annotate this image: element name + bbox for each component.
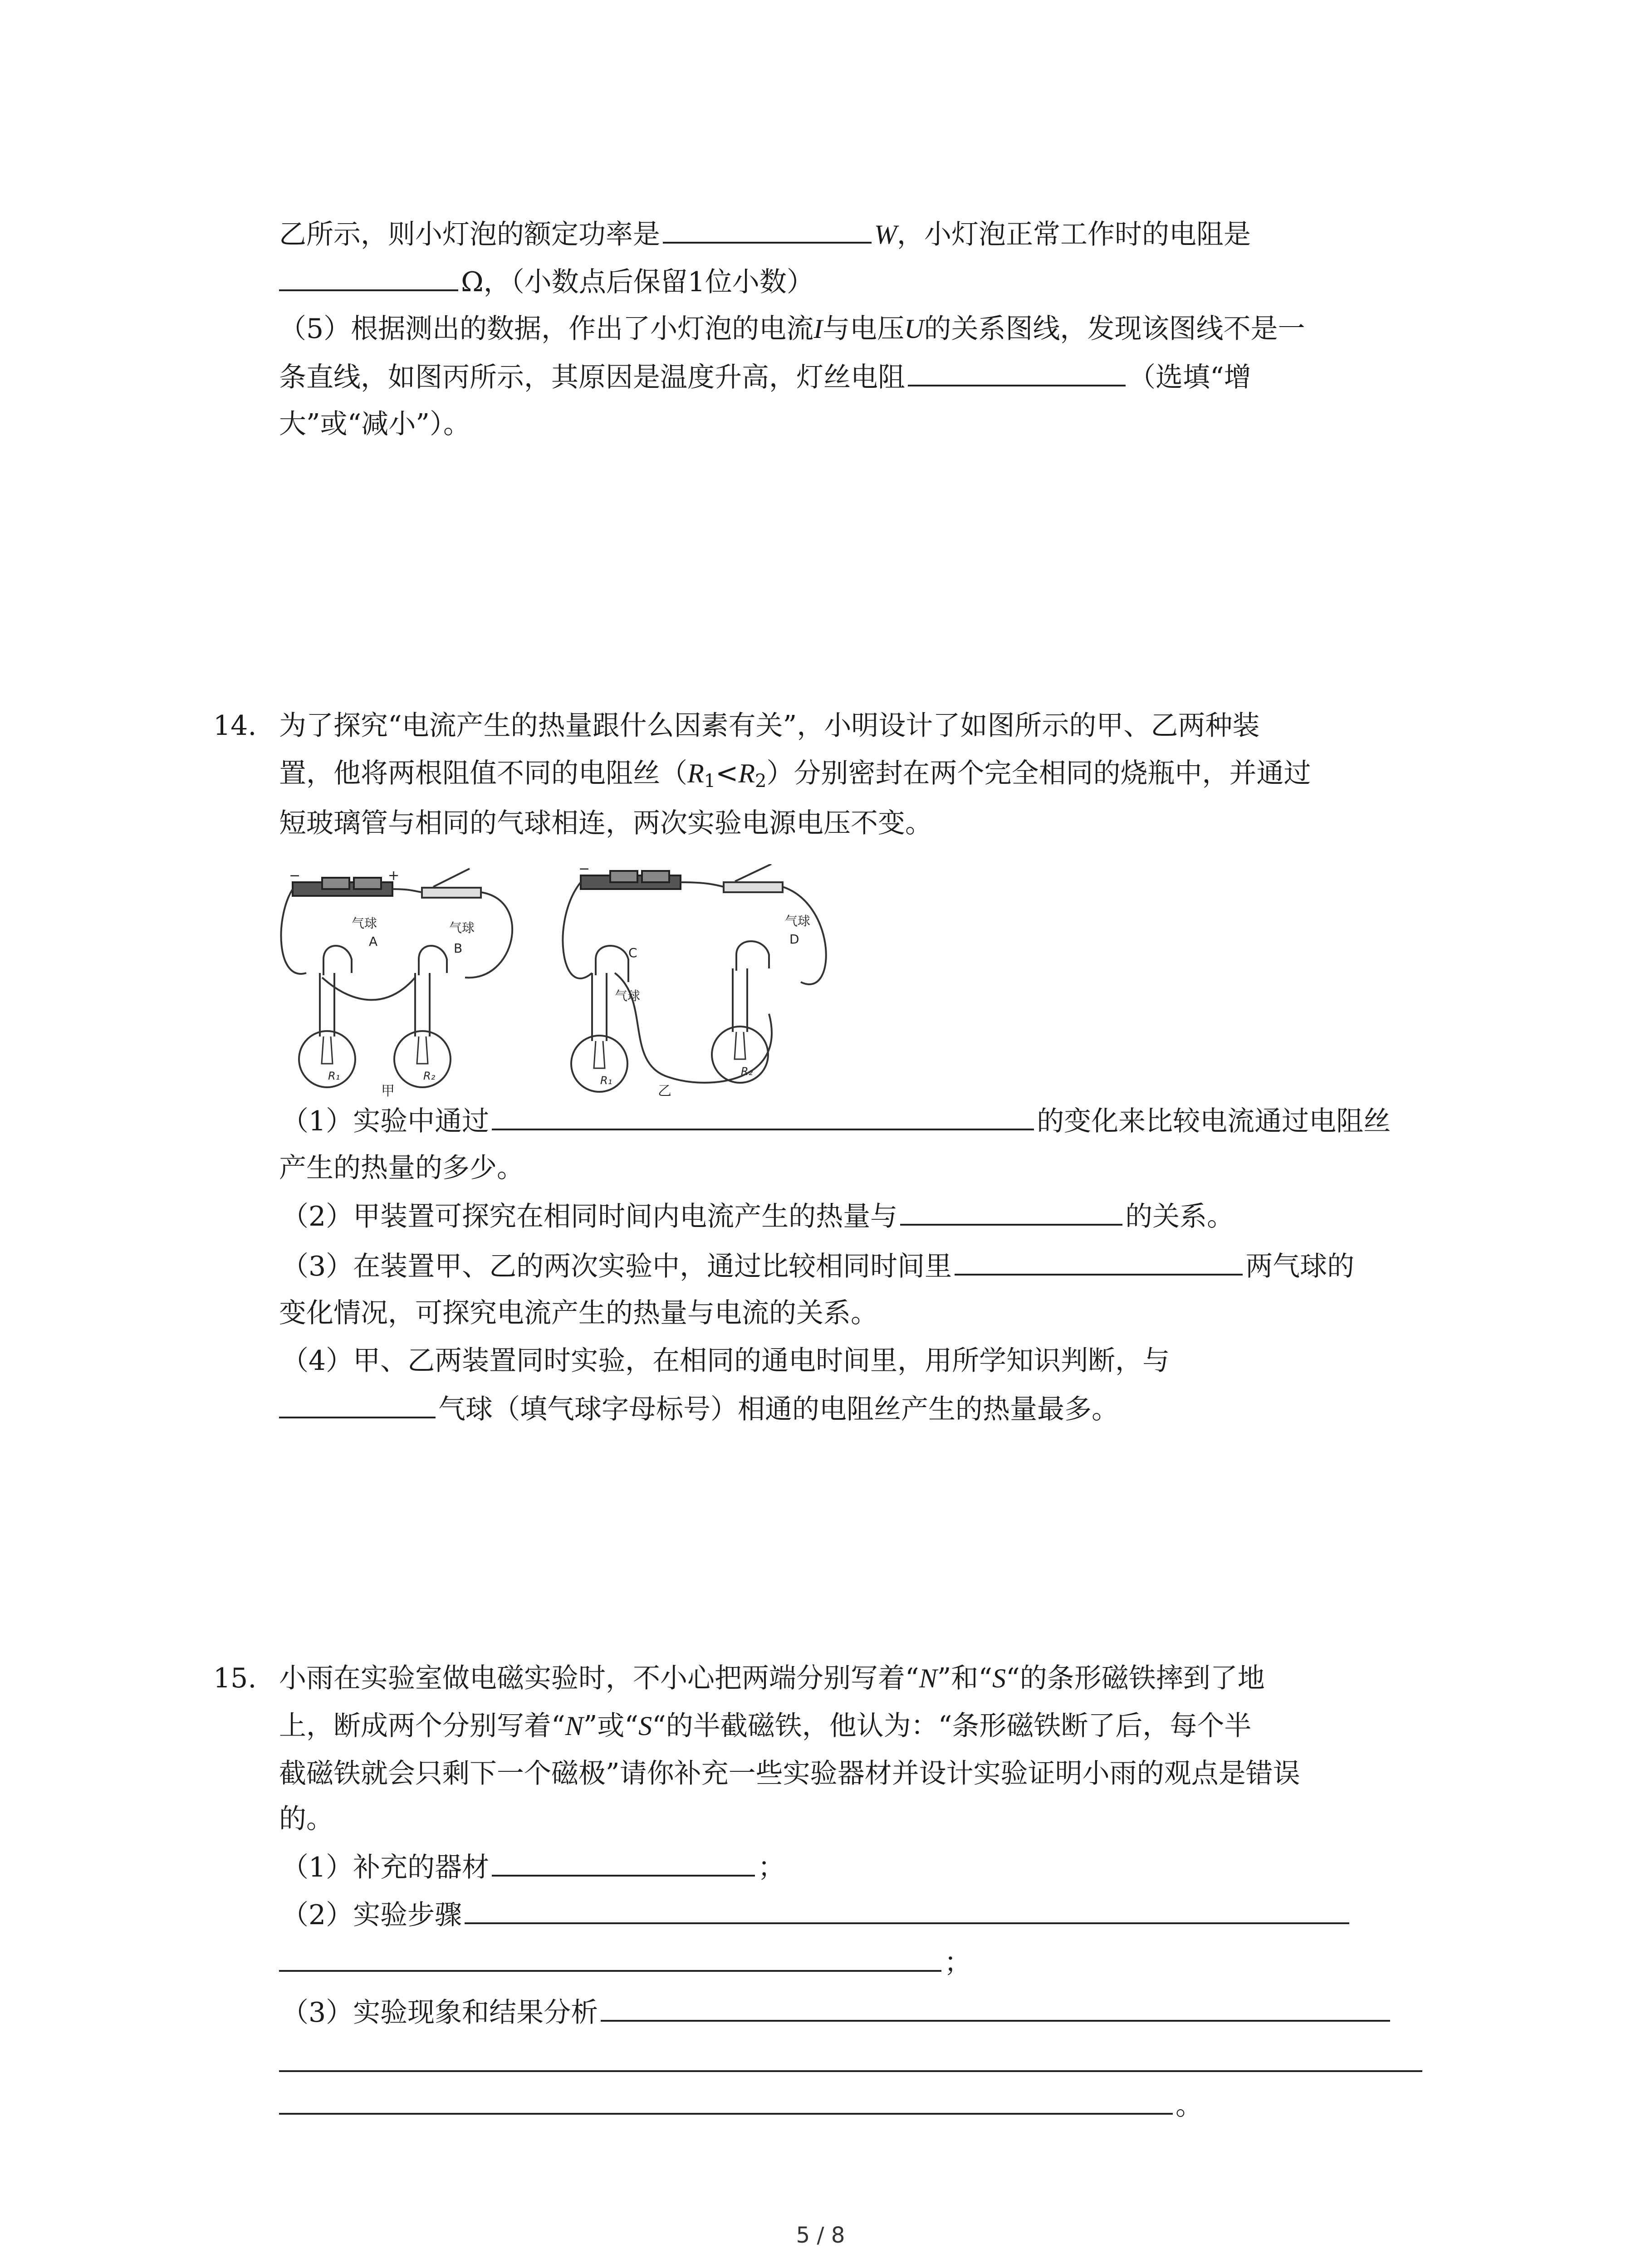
flask-b [394,946,451,1087]
svg-text:气球: 气球 [615,988,641,1003]
answer-blank-filament[interactable] [908,358,1126,386]
answer-blank-14-1[interactable] [492,1102,1034,1130]
apparatus-figure [279,864,837,1100]
flask-d [712,941,769,1083]
answer-blank-power[interactable] [663,215,872,244]
switch-jia [422,869,481,898]
svg-text:R₁: R₁ [600,1074,612,1087]
q13-line3: （5）根据测出的数据，作出了小灯泡的电流I与电压U的关系图线，发现该图线不是一 [279,313,1305,345]
answer-blank-14-4[interactable] [279,1390,436,1418]
svg-text:−: − [578,864,590,877]
q14-sub1-cont: 产生的热量的多少。 [279,1152,524,1184]
q14-line3: 短玻璃管与相同的气球相连，两次实验电源电压不变。 [279,807,932,839]
answer-blank-15-2b[interactable] [279,1944,941,1972]
flask-a [299,946,355,1087]
battery-yi [578,864,681,889]
q13-line2: Ω，（小数点后保留1位小数） [279,263,814,299]
flask-c [571,946,628,1092]
answer-blank-15-1[interactable] [492,1848,755,1877]
answer-blank-15-2a[interactable] [465,1896,1349,1924]
answer-blank-resistance[interactable] [279,263,458,291]
svg-text:−: − [289,868,301,884]
svg-text:气球: 气球 [449,920,475,935]
q15-sub3: （3）实验现象和结果分析 [281,1994,1393,2030]
switch-yi [724,864,783,892]
svg-text:气球: 气球 [785,914,811,929]
q14-line2: 置，他将两根阻值不同的电阻丝$(R_1<R_2)$分别密封在两个完全相同的烧瓶中，并通过 [279,758,1311,792]
q14-number: 14. [213,710,257,742]
battery-jia [289,868,399,896]
q15-sub3-cont: 。 [279,2087,1203,2123]
svg-text:R₂: R₂ [741,1065,753,1078]
answer-blank-14-2[interactable] [900,1198,1122,1226]
q14-sub4: （4）甲、乙两装置同时实验，在相同的通电时间里，用所学知识判断，与 [281,1345,1170,1377]
q15-line4: 的。 [279,1803,333,1835]
q15-sub2-cont: ； [279,1944,971,1980]
answer-blank-14-3[interactable] [955,1247,1243,1276]
q13-line5: 大”或“减小”）。 [279,408,471,440]
caption-jia: 甲 [381,1083,395,1099]
svg-text:A: A [369,934,378,949]
svg-text:D: D [789,932,799,947]
q14-sub4-cont: 气球（填气球字母标号）相通的电阻丝产生的热量最多。 [279,1390,1119,1427]
svg-text:+: + [388,868,400,884]
q15-sub2: （2）实验步骤 [281,1896,1352,1932]
caption-yi: 乙 [658,1083,671,1099]
q15-line1: 小雨在实验室做电磁实验时，不小心把两端分别写着“N”和“S“的条形磁铁摔到了地 [279,1662,1265,1694]
svg-text:R₂: R₂ [423,1070,436,1082]
q14-sub1: （1）实验中通过 的变化来比较电流通过电阻丝 [281,1102,1391,1139]
answer-blank-15-3b[interactable] [279,2068,1422,2072]
q13-line4: 条直线，如图丙所示，其原因是温度升高，灯丝电阻 （选填“增 [279,358,1251,395]
svg-text:气球: 气球 [352,916,377,931]
q14-line1: 为了探究“电流产生的热量跟什么因素有关”，小明设计了如图所示的甲、乙两种装 [279,710,1260,742]
svg-text:R₁: R₁ [328,1070,340,1082]
q14-sub2: （2）甲装置可探究在相同时间内电流产生的热量与 的关系。 [281,1198,1234,1234]
q14-sub3-cont: 变化情况，可探究电流产生的热量与电流的关系。 [279,1297,878,1329]
svg-text:C: C [628,945,637,960]
answer-blank-15-3a[interactable] [601,1994,1390,2022]
q13-line1: 乙所示，则小灯泡的额定功率是 W，小灯泡正常工作时的电阻是 [279,215,1251,252]
page-number: 5 / 8 [796,2223,845,2248]
q15-number: 15. [213,1662,257,1694]
q15-line2: 上，断成两个分别写着“N”或“S“的半截磁铁，他认为：“条形磁铁断了后，每个半 [279,1710,1252,1742]
q15-line3: 截磁铁就会只剩下一个磁极”请你补充一些实验器材并设计实验证明小雨的观点是错误 [279,1758,1300,1789]
q15-sub1: （1）补充的器材 ； [281,1848,785,1885]
svg-text:B: B [454,941,463,956]
answer-blank-15-3c[interactable] [279,2087,1173,2115]
q14-sub3: （3）在装置甲、乙的两次实验中，通过比较相同时间里 两气球的 [281,1247,1354,1284]
